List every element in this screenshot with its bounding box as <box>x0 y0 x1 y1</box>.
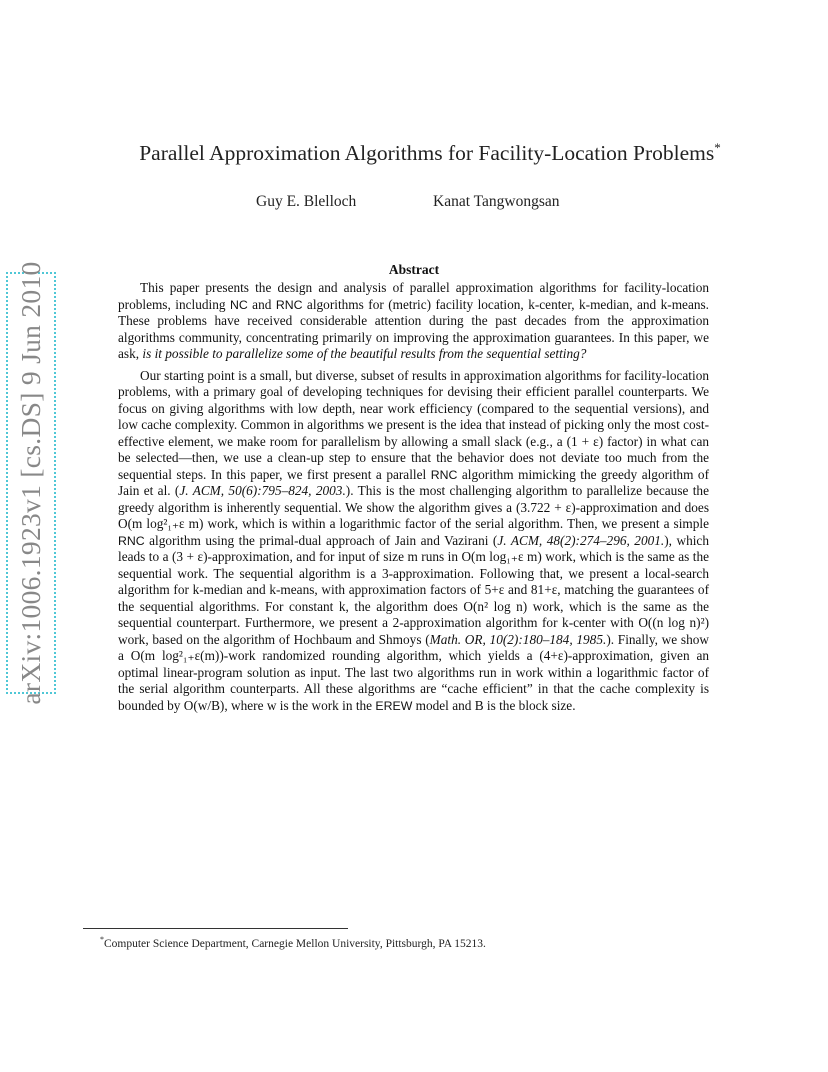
abstract-text: model and B is the block size. <box>412 697 576 713</box>
abstract-text: Our starting point is a small, but diverse, subset of results in approximation algorithms for facility-location problems, with a primary goal of developing techniques for devising their efficient parallel counterparts. We focus on giving algorithms with low depth, near work efficiency (compared to the sequential versions), and low cache complexity. Common in algorithms we present is the idea that instead of picking only the most cost-effective element, we make room for parallelism by allowing a small slack (e.g., a (1 + ε) factor) in what can be selected—then, we use a clean-up step to ensure that the behavior does not deviate too much from the sequential steps. In this paper, we first present a parallel <box>118 367 709 482</box>
abstract-body <box>118 280 709 714</box>
arxiv-identifier: arXiv:1006.1923v1 [cs.DS] 9 Jun 2010 <box>15 261 46 705</box>
citation-jain-vazirani: J. ACM, 48(2):274–296, 2001. <box>497 532 665 548</box>
abstract-text: ). This is the most challenging algorithm to parallelize because the greedy algorithm is inherently sequential. We show the algorithm gives a (3.722 + ε)-approximation and does O(m log²₁₊ε m) work, which is within a logarithmic factor of the serial algorithm. Then, we present a simple <box>118 483 709 531</box>
citation-jain-et-al: J. ACM, 50(6):795–824, 2003. <box>179 483 346 498</box>
author-1: Guy E. Blelloch <box>256 193 357 210</box>
title-footnote-mark: * <box>714 140 721 155</box>
complexity-class-rnc: RNC <box>118 533 145 548</box>
complexity-class-nc: NC <box>229 297 248 312</box>
footnote-text: Computer Science Department, Carnegie Mellon University, Pittsburgh, PA 15213. <box>104 937 486 950</box>
paper-title: Parallel Approximation Algorithms for Facility-Location Problems <box>139 141 715 166</box>
complexity-class-rnc: RNC <box>430 467 458 482</box>
citation-hochbaum-shmoys: Math. OR, 10(2):180–184, 1985. <box>429 631 607 647</box>
abstract-text: algorithms for (metric) facility location, k-center, k-median, and k-means. These problems have received considerable attention during the past decades from the approximation algorithms community, concentrating primarily on improving the approximation guarantees. In this paper, we ask, <box>118 296 710 361</box>
complexity-class-rnc: RNC <box>275 297 303 312</box>
footnote <box>100 935 486 950</box>
author-2: Kanat Tangwongsan <box>433 193 560 210</box>
abstract-text: ). Finally, we show a O(m log²₁₊ε(m))-work randomized rounding algorithm, which yields a (4+ε)-approximation, given an optimal linear-program solution as input. The last two algorithms run in work within a logarithmic factor of the serial algorithm counterparts. All these algorithms are “cache efficient” in that the cache complexity is bounded by O(w/B), where w is the work in the <box>118 631 709 713</box>
abstract-paragraph-1 <box>118 280 709 363</box>
abstract-text: ), which leads to a (3 + ε)-approximation, and for input of size m runs in O(m log₁₊ε m) work, which is the same as the sequential work. The sequential algorithm is a 3-approximation. Following that, we present a local-search algorithm for k-median and k-means, with approximation factors of 5+ε and 81+ε, matching the guarantees of the sequential algorithms. For constant k, the algorithm does O(n² log n) work, which is the same as the sequential counterpart. Furthermore, we present a 2-approximation algorithm for k-center with O((n log n)²) work, based on the algorithm of Hochbaum and Shmoys ( <box>118 532 709 647</box>
abstract-text: This paper presents the design and analysis of parallel approximation algorithms for facility-location problems, including <box>118 280 709 312</box>
arxiv-sidebar-stamp <box>6 261 56 705</box>
footnote-mark: * <box>100 935 104 944</box>
abstract-text: algorithm using the primal-dual approach of Jain and Vazirani ( <box>144 532 498 548</box>
model-erew: EREW <box>375 698 413 713</box>
footnote-rule <box>83 928 348 929</box>
abstract-text: algorithm mimicking the greedy algorithm of Jain et al. ( <box>118 466 710 498</box>
paper-title-block <box>90 140 770 166</box>
abstract-text: and <box>247 296 276 312</box>
abstract-heading: Abstract <box>388 262 440 277</box>
abstract-paragraph-2 <box>118 368 709 715</box>
research-question: is it possible to parallelize some of the beautiful results from the sequential setting? <box>142 346 587 361</box>
